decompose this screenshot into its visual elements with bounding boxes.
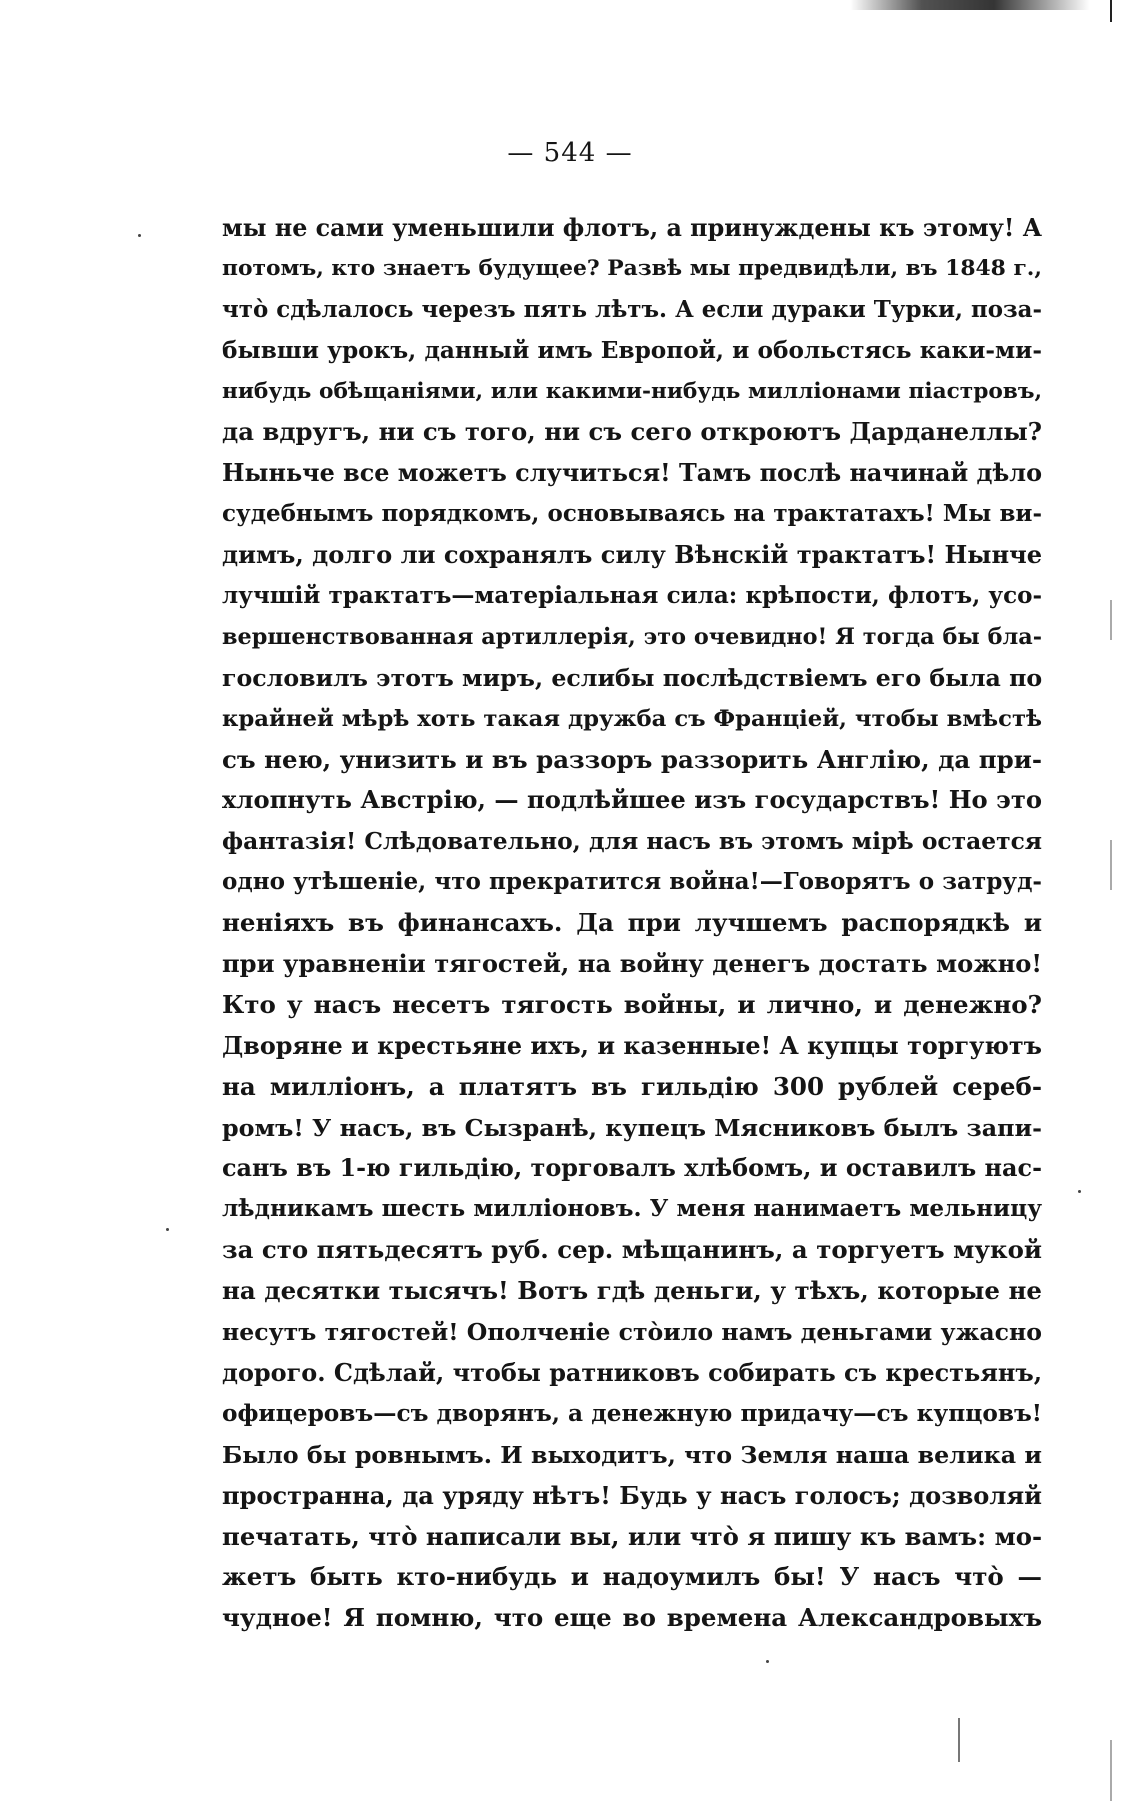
text-line: при уравненіи тягостей, на войну денегъ достать можно! [222,949,1042,979]
text-line: да вдругъ, ни съ того, ни съ сего откроютъ Дарданеллы? [222,417,1042,447]
page-number: — 544 — [507,138,633,168]
text-line: димъ, долго ли сохранялъ силу Вѣнскій трактатъ! Нынче [222,540,1043,570]
scan-artifact-line [1110,1740,1112,1801]
scan-artifact-line [1110,600,1112,640]
text-line: пространна, да уряду нѣтъ! Будь у насъ голосъ; дозволяй [222,1480,1042,1510]
text-line: вершенствованная артиллерія, это очевидно! Я тогда бы бла- [222,623,1042,650]
text-line: съ нею, унизить и въ раззоръ раззорить Англію, да при- [222,744,1042,774]
text-line: одно утѣшеніе, что прекратится война!—Говорятъ о затруд- [222,868,1042,896]
text-line: Дворяне и крестьяне ихъ, и казенные! А купцы торгуютъ [222,1031,1042,1060]
text-line: мы не сами уменьшили флотъ, а принуждены къ этому! А [222,214,1042,242]
text-line: бывши урокъ, данный имъ Европой, и обольстясь каки-ми- [222,336,1042,364]
text-line: дорого. Сдѣлай, чтобы ратниковъ собирать съ крестьянъ, [222,1358,1043,1387]
scan-artifact-mark [958,1718,960,1762]
text-line: на десятки тысячъ! Вотъ гдѣ деньги, у тѣхъ, которые не [222,1276,1042,1306]
text-line: Кто у насъ несетъ тягость войны, и лично, и денежно? [222,989,1042,1019]
scan-artifact-line [1110,840,1112,890]
body-text [222,208,1042,1639]
text-line: потомъ, кто знаетъ будущее? Развѣ мы предвидѣли, въ 1848 г., [222,255,1042,281]
text-line: чудное! Я помню, что еще во времена Александровыхъ [222,1603,1042,1633]
scan-artifact-edge [1110,0,1112,22]
scan-speck [138,234,141,237]
text-line: за сто пятьдесятъ руб. сер. мѣщанинъ, а торгуетъ мукой [222,1235,1042,1265]
text-line: крайней мѣрѣ хоть такая дружба съ Франціей, чтобы вмѣстѣ [222,705,1042,732]
text-line: печатать, что̀ написали вы, или что̀ я пишу къ вамъ: мо- [222,1521,1043,1551]
scan-speck [1078,1190,1081,1193]
scan-speck [766,1660,769,1663]
text-line: нибудь обѣщаніями, или какими-нибудь милліонами піастровъ, [222,378,1042,404]
text-line: гословилъ этотъ миръ, еслибы послѣдствіемъ его была по [222,663,1043,692]
scan-artifact-top [850,0,1090,10]
text-line: Ныньче все можетъ случиться! Тамъ послѣ начинай дѣло [222,459,1042,488]
text-line: что̀ сдѣлалось черезъ пять лѣтъ. А если дураки Турки, поза- [222,295,1042,323]
text-line: несутъ тягостей! Ополченіе сто̀ило намъ деньгами ужасно [222,1318,1042,1347]
text-line: лѣдникамъ шесть милліоновъ. У меня нанимаетъ мельницу [222,1195,1042,1223]
text-line: судебнымъ порядкомъ, основываясь на трактатахъ! Мы ви- [222,500,1042,528]
text-line: ромъ! У насъ, въ Сызранѣ, купецъ Мясниковъ былъ запи- [222,1113,1042,1142]
text-line: неніяхъ въ финансахъ. Да при лучшемъ распорядкѣ и [222,908,1042,938]
text-line: хлопнуть Австрію, — подлѣйшее изъ государствъ! Но это [222,785,1042,815]
text-line: лучшій трактатъ—матеріальная сила: крѣпости, флотъ, усо- [222,582,1042,610]
text-line: жетъ быть кто-нибудь и надоумилъ бы! У насъ что̀ — [222,1562,1042,1592]
text-line: на милліонъ, а платятъ въ гильдію 300 рублей сереб- [222,1071,1042,1101]
text-line: Было бы ровнымъ. И выходитъ, что Земля наша велика и [222,1440,1042,1469]
text-line: офицеровъ—съ дворянъ, а денежную придачу—съ купцовъ! [222,1399,1042,1427]
text-line: фантазія! Слѣдовательно, для насъ въ этомъ мірѣ остается [222,827,1043,856]
text-line: санъ въ 1-ю гильдію, торговалъ хлѣбомъ, и оставилъ нас- [222,1154,1042,1183]
scan-speck [166,1228,169,1231]
